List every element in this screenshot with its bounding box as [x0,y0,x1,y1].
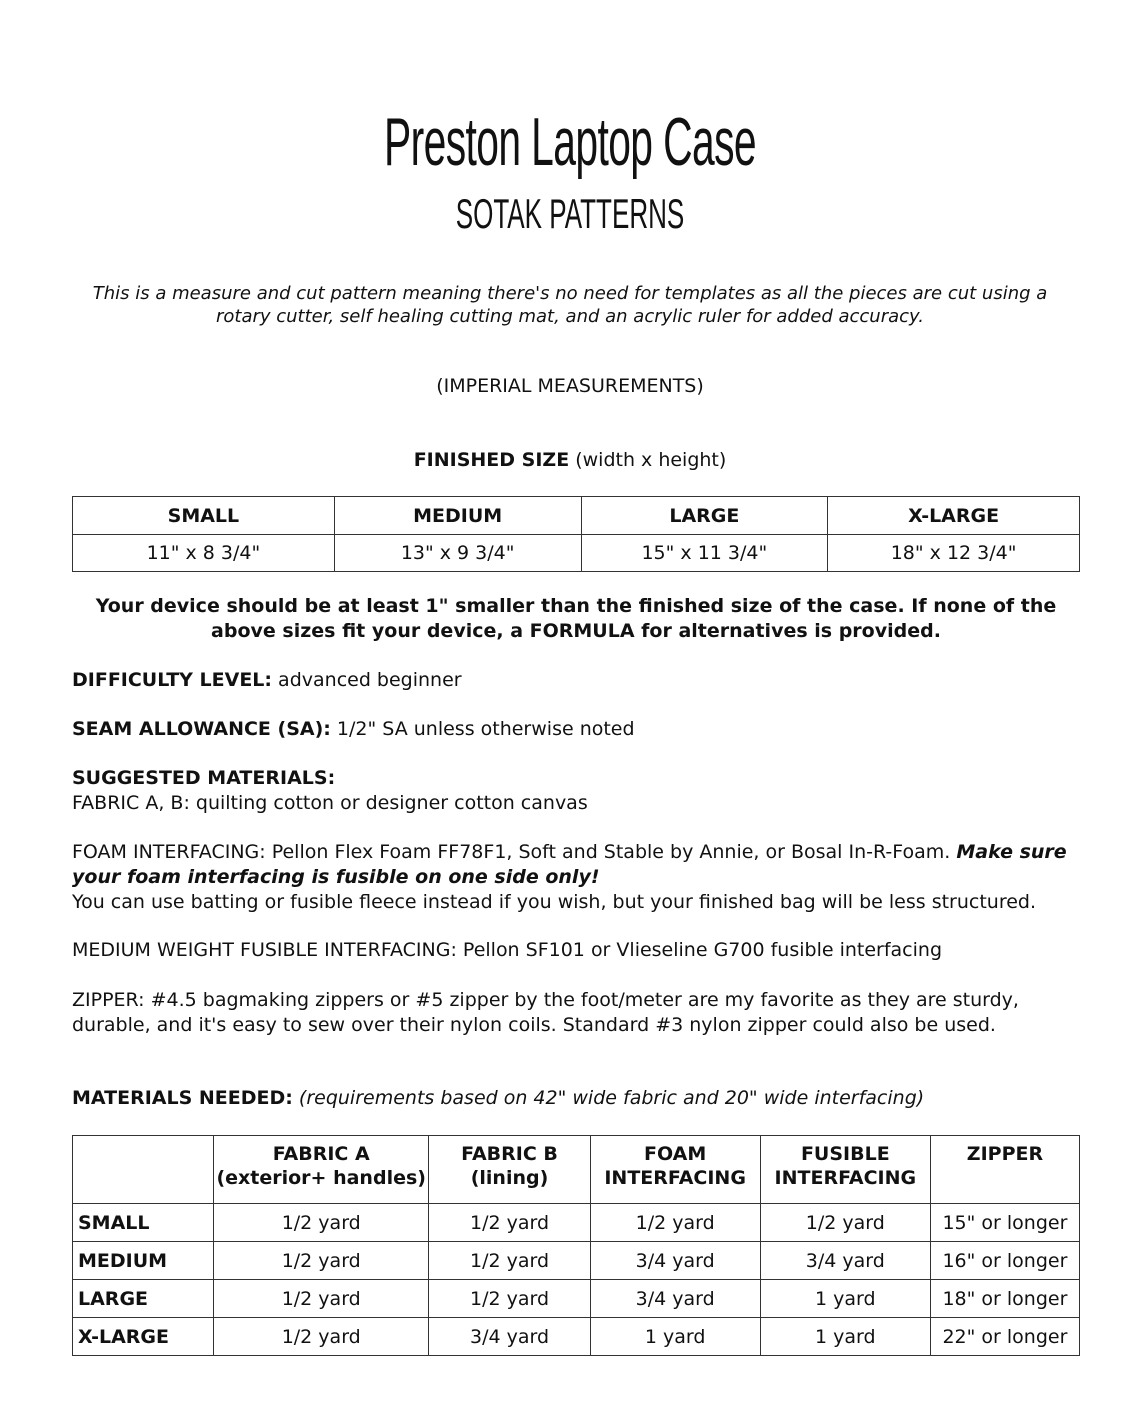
size-header-cell: SMALL [73,497,335,535]
suggested-materials [72,766,1072,816]
difficulty-value: advanced beginner [272,669,462,691]
size-value-cell: 15" x 11 3/4" [581,535,828,572]
size-header-cell: X-LARGE [828,497,1080,535]
seam-label: SEAM ALLOWANCE (SA): [72,718,331,740]
materials-cell: 1/2 yard [429,1280,590,1318]
size-header-cell: MEDIUM [334,497,581,535]
materials-row [73,1280,1080,1318]
brand-subtitle: SOTAK PATTERNS [455,190,685,237]
materials-cell: 3/4 yard [590,1242,760,1280]
finished-size-table [72,496,1080,572]
size-header-cell: LARGE [581,497,828,535]
materials-cell: 1/2 yard [429,1242,590,1280]
seam-allowance [72,717,1072,742]
zipper-suggestion: ZIPPER: #4.5 bagmaking zippers or #5 zipper by the foot/meter are my favorite as they are sturdy, durable, and it's easy to sew over their nylon coils. Standard #3 nylon zipper could also be used. [72,989,1019,1036]
fabric-suggestion: FABRIC A, B: quilting cotton or designer cotton canvas [72,792,588,814]
finished-size-note: (width x height) [569,449,727,471]
materials-cell: 1/2 yard [590,1204,760,1242]
materials-note: (requirements based on 42" wide fabric and 20" wide interfacing) [292,1087,925,1109]
materials-cell: 1/2 yard [429,1204,590,1242]
materials-row [73,1242,1080,1280]
materials-cell: 3/4 yard [760,1242,930,1280]
size-header-row [73,497,1080,535]
materials-table [72,1135,1080,1356]
suggested-label: SUGGESTED MATERIALS: [72,767,336,789]
materials-cell: 22" or longer [930,1318,1079,1356]
materials-row-label: X-LARGE [73,1318,214,1356]
materials-cell: 1 yard [590,1318,760,1356]
materials-header-cell: FABRIC B (lining) [429,1136,590,1204]
size-value-row [73,535,1080,572]
materials-row [73,1204,1080,1242]
page-title: Preston Laptop Case [384,104,756,180]
device-size-warning: Your device should be at least 1" smaller than the finished size of the case. If none of the above sizes fit your device, a FORMULA for alternatives is provided. [95,595,1057,642]
materials-row-label: LARGE [73,1280,214,1318]
materials-cell: 1 yard [760,1318,930,1356]
materials-cell: 1/2 yard [213,1204,428,1242]
materials-cell: 15" or longer [930,1204,1079,1242]
materials-cell: 1/2 yard [760,1204,930,1242]
foam-text: FOAM INTERFACING: Pellon Flex Foam FF78F1, Soft and Stable by Annie, or Bosal In-R-Foam. [72,841,957,863]
fusible-suggestion: MEDIUM WEIGHT FUSIBLE INTERFACING: Pellon SF101 or Vlieseline G700 fusible interfacing [72,939,943,961]
materials-header-cell [73,1136,214,1204]
materials-row-label: SMALL [73,1204,214,1242]
foam-emphasis: Make sure your foam interfacing is fusible on one side only! [72,841,1067,888]
materials-cell: 1 yard [760,1280,930,1318]
size-value-cell: 13" x 9 3/4" [334,535,581,572]
finished-size-heading [70,448,1070,472]
units-note: (IMPERIAL MEASUREMENTS) [436,375,704,397]
materials-row-label: MEDIUM [73,1242,214,1280]
difficulty-label: DIFFICULTY LEVEL: [72,669,273,691]
materials-header-row [73,1136,1080,1204]
difficulty-level [72,668,1072,693]
intro-text: This is a measure and cut pattern meaning there's no need for templates as all the pieces are cut using a rotary cutter, self healing cutting mat, and an acrylic ruler for added accuracy. [92,283,1048,327]
size-value-cell: 11" x 8 3/4" [73,535,335,572]
materials-cell: 16" or longer [930,1242,1079,1280]
materials-cell: 1/2 yard [213,1280,428,1318]
materials-header-cell: ZIPPER [930,1136,1079,1204]
materials-header-cell: FABRIC A (exterior+ handles) [213,1136,428,1204]
materials-header-cell: FOAM INTERFACING [590,1136,760,1204]
size-value-cell: 18" x 12 3/4" [828,535,1080,572]
foam-suggestion [72,840,1072,915]
materials-cell: 3/4 yard [590,1280,760,1318]
finished-size-label: FINISHED SIZE [413,449,570,471]
materials-cell: 1/2 yard [213,1318,428,1356]
materials-needed-heading [72,1086,1072,1111]
materials-cell: 1/2 yard [213,1242,428,1280]
materials-row [73,1318,1080,1356]
materials-cell: 3/4 yard [429,1318,590,1356]
materials-label: MATERIALS NEEDED: [72,1087,293,1109]
materials-cell: 18" or longer [930,1280,1079,1318]
foam-alternative: You can use batting or fusible fleece instead if you wish, but your finished bag will be less structured. [72,891,1037,913]
materials-header-cell: FUSIBLE INTERFACING [760,1136,930,1204]
seam-value: 1/2" SA unless otherwise noted [330,718,635,740]
